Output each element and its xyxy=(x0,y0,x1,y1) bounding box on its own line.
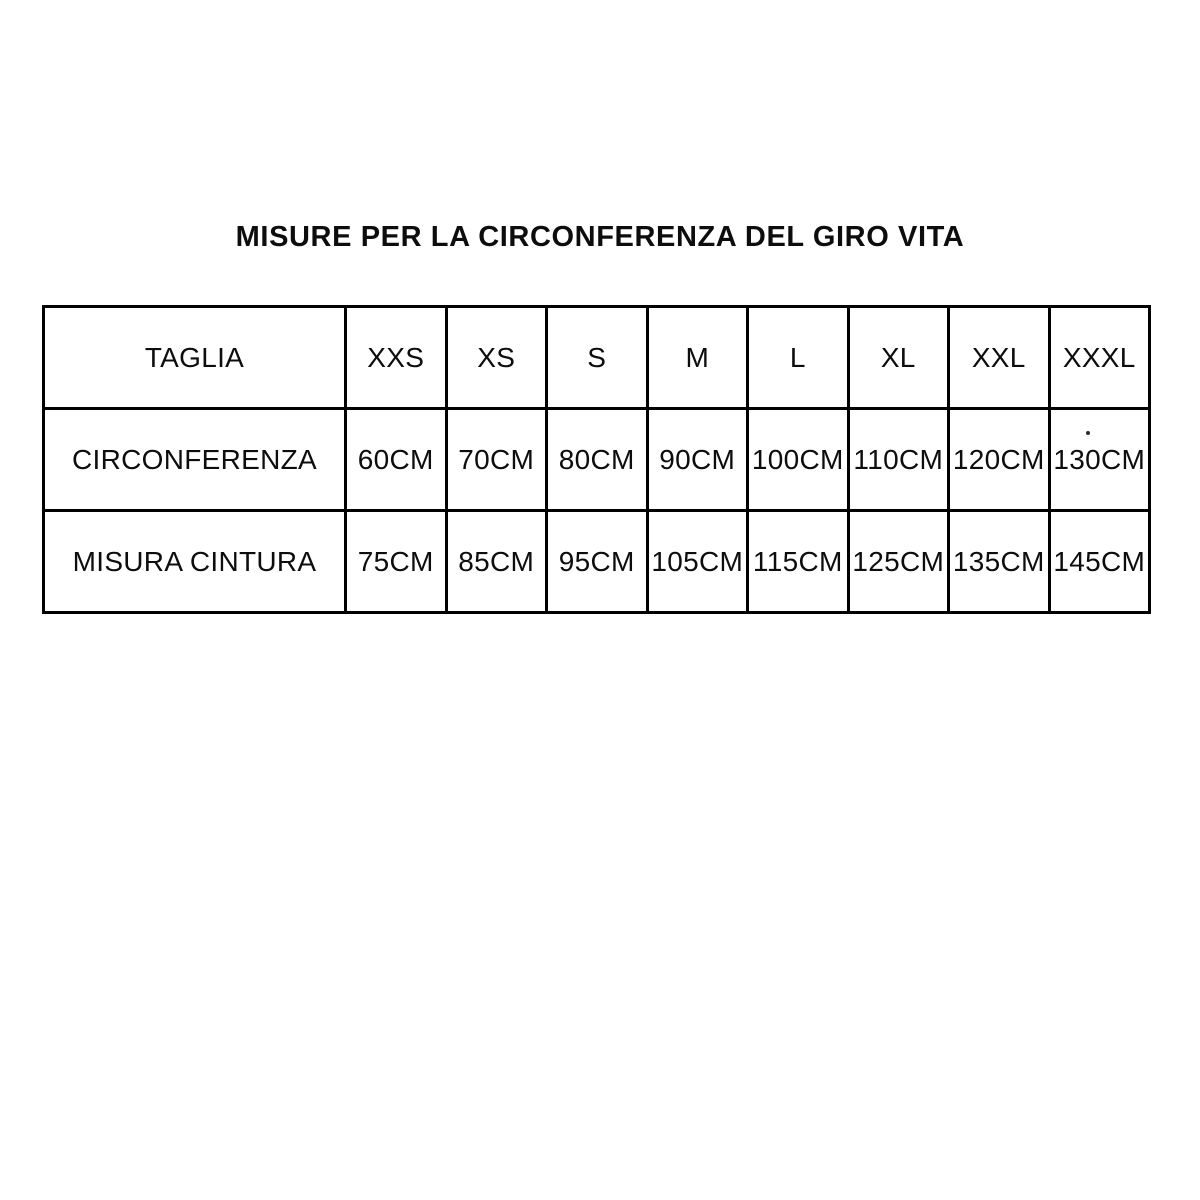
row-label-circonferenza: CIRCONFERENZA xyxy=(44,409,346,511)
header-cell-l: L xyxy=(748,307,849,409)
table-row-circonferenza xyxy=(44,409,1150,511)
page-title: MISURE PER LA CIRCONFERENZA DEL GIRO VITA xyxy=(235,221,965,253)
table-cell: 95CM xyxy=(547,511,648,613)
table-cell: 105CM xyxy=(647,511,748,613)
header-cell-xxs: XXS xyxy=(346,307,447,409)
table-header-row xyxy=(44,307,1150,409)
stray-dot-artifact xyxy=(1086,431,1090,435)
table-cell: 115CM xyxy=(748,511,849,613)
table-cell: 135CM xyxy=(949,511,1050,613)
table-cell: 70CM xyxy=(446,409,547,511)
table-cell: 85CM xyxy=(446,511,547,613)
header-cell-taglia: TAGLIA xyxy=(44,307,346,409)
table-cell: 145CM xyxy=(1049,511,1150,613)
table-cell: 90CM xyxy=(647,409,748,511)
header-cell-xl: XL xyxy=(848,307,949,409)
table-cell: 120CM xyxy=(949,409,1050,511)
size-chart-table xyxy=(42,305,1151,614)
header-cell-s: S xyxy=(547,307,648,409)
table-cell: 75CM xyxy=(346,511,447,613)
table-cell: 100CM xyxy=(748,409,849,511)
header-cell-m: M xyxy=(647,307,748,409)
header-cell-xxl: XXL xyxy=(949,307,1050,409)
table-cell: 110CM xyxy=(848,409,949,511)
table-cell: 80CM xyxy=(547,409,648,511)
table-cell: 130CM xyxy=(1049,409,1150,511)
header-cell-xxxl: XXXL xyxy=(1049,307,1150,409)
header-cell-xs: XS xyxy=(446,307,547,409)
row-label-misura-cintura: MISURA CINTURA xyxy=(44,511,346,613)
table-cell: 60CM xyxy=(346,409,447,511)
table-row-misura-cintura xyxy=(44,511,1150,613)
table-cell: 125CM xyxy=(848,511,949,613)
